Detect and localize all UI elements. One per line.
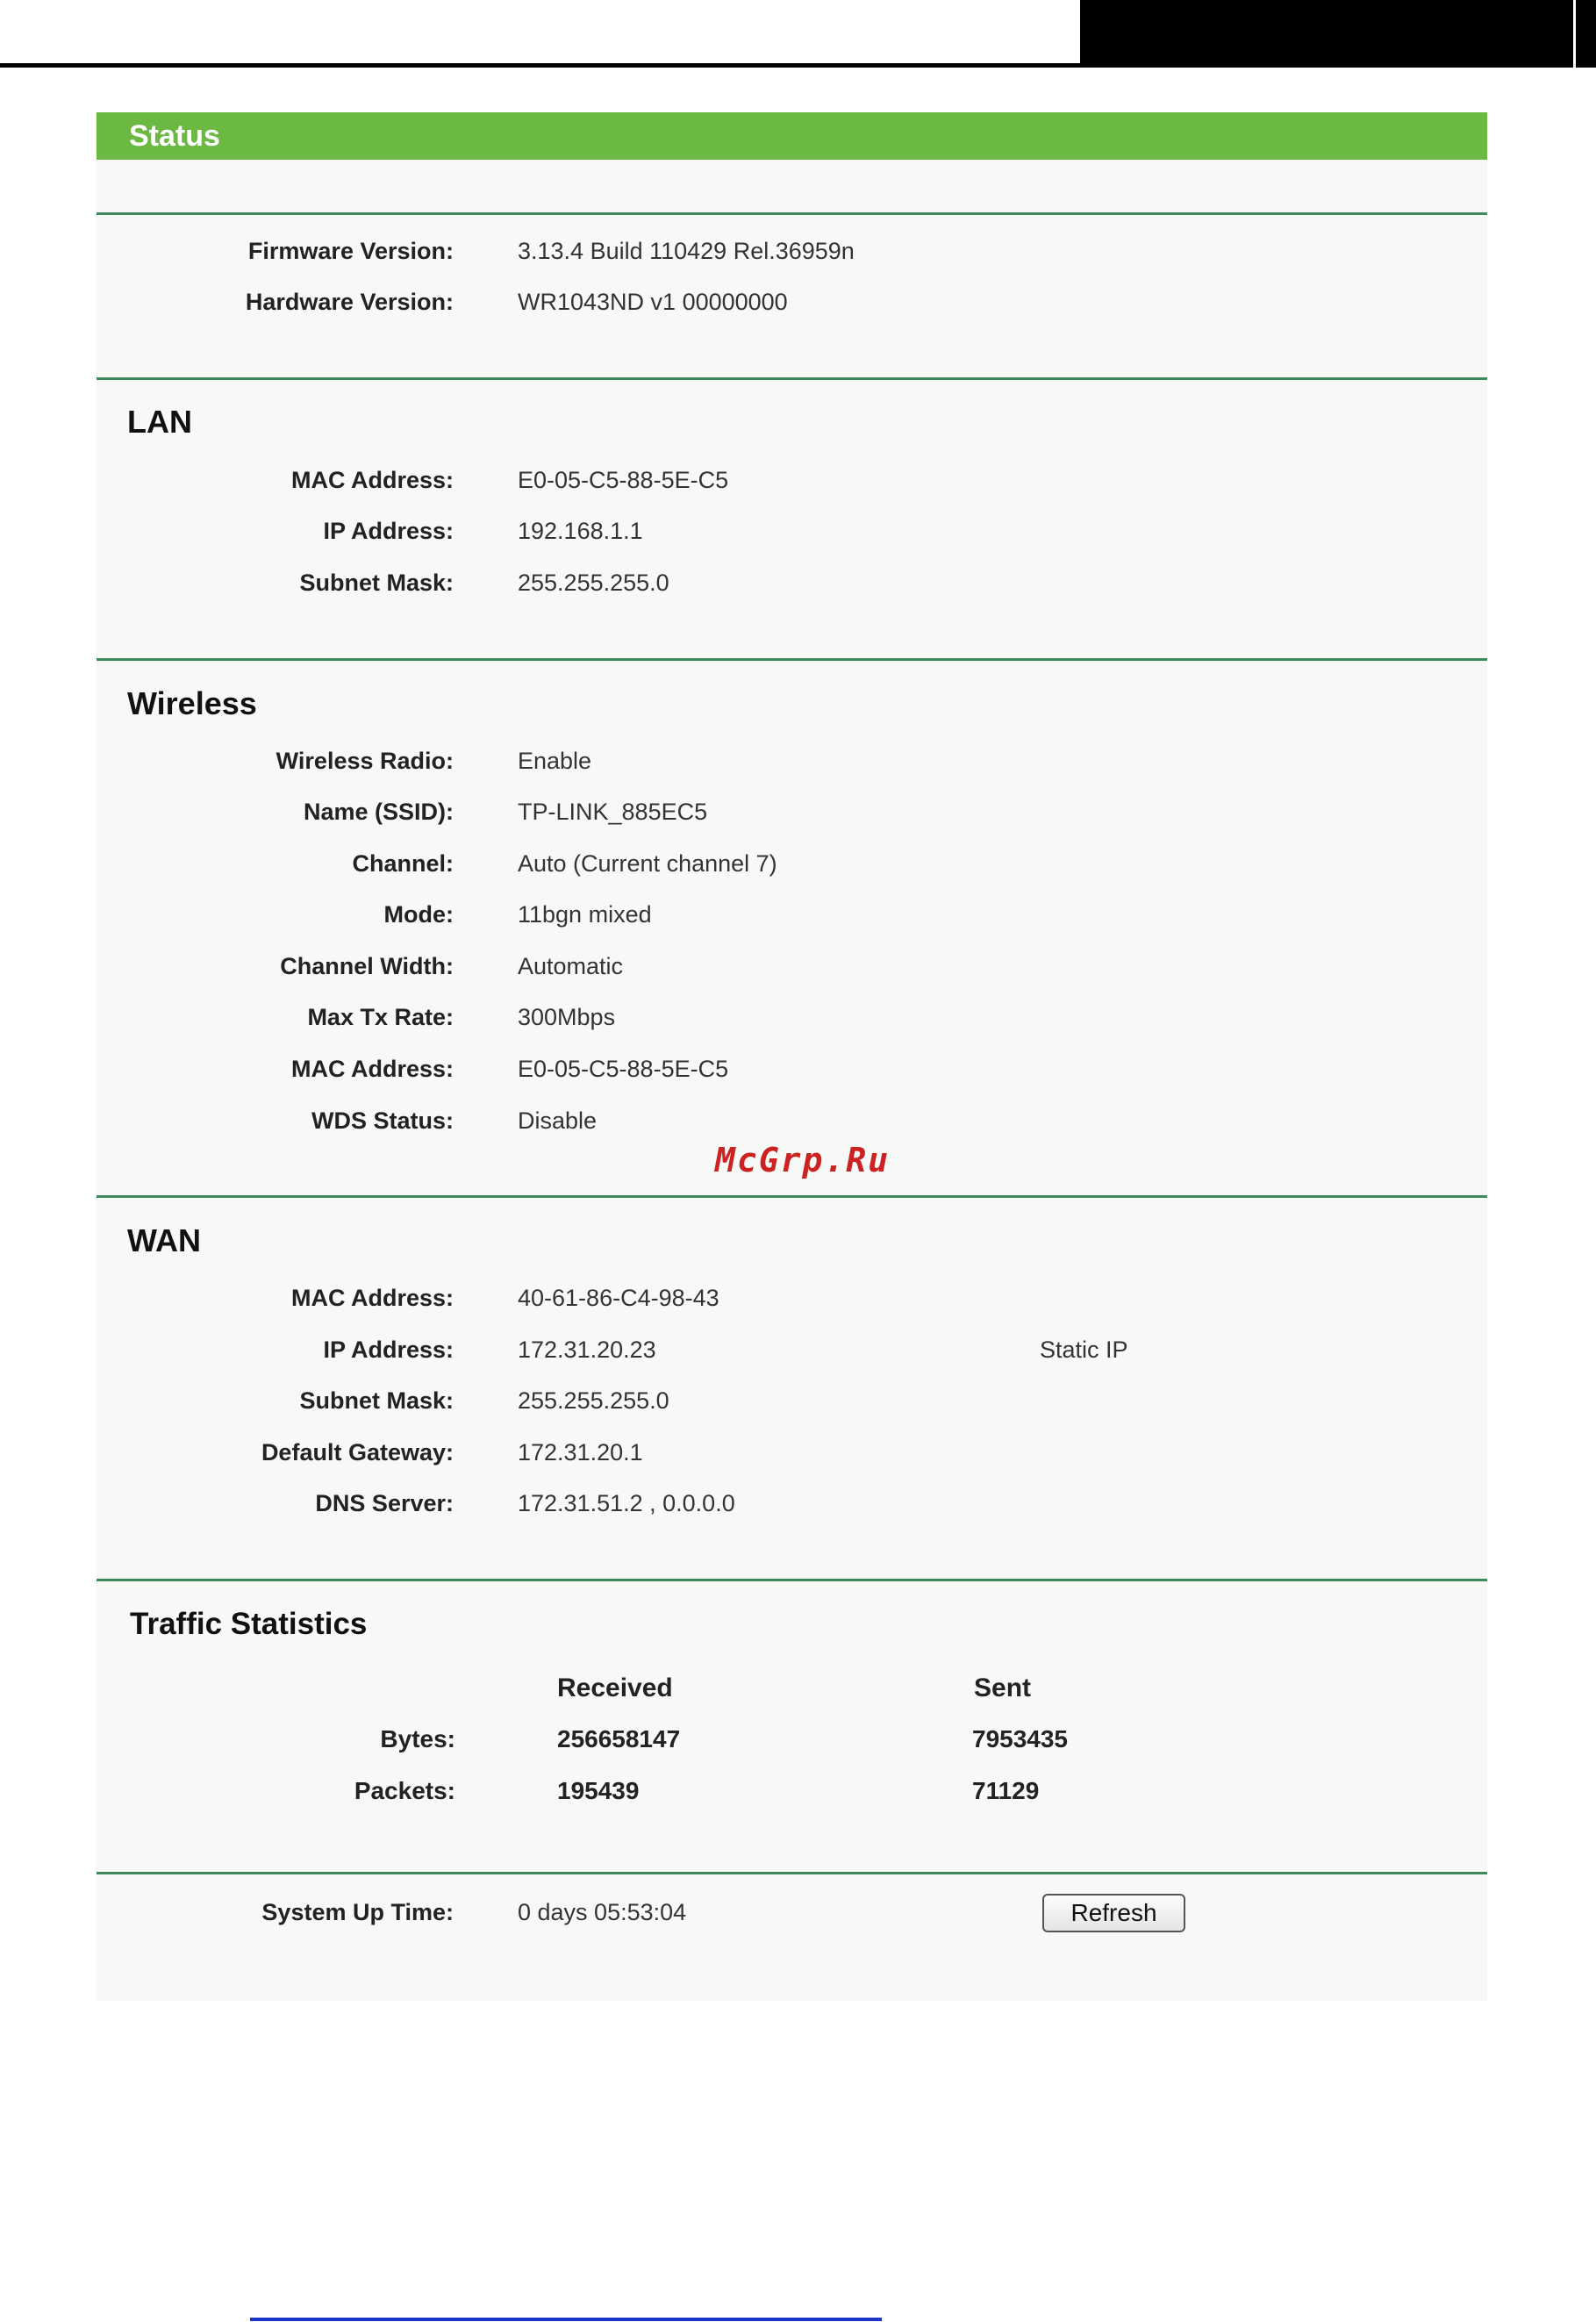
default-gateway-value: 172.31.20.1 — [518, 1439, 643, 1466]
wan-subnet-label: Subnet Mask: — [299, 1387, 454, 1414]
hardware-version-value: WR1043ND v1 00000000 — [518, 289, 788, 315]
wds-status-label: WDS Status: — [311, 1107, 454, 1134]
lan-mac-value: E0-05-C5-88-5E-C5 — [518, 467, 729, 493]
lan-subnet-label: Subnet Mask: — [299, 570, 454, 596]
section-divider — [97, 658, 1487, 661]
channel-width-value: Automatic — [518, 953, 624, 979]
wireless-radio-value: Enable — [518, 748, 592, 774]
wds-status-value: Disable — [518, 1107, 598, 1134]
max-tx-rate-label: Max Tx Rate: — [307, 1004, 454, 1030]
mode-value: 11bgn mixed — [518, 901, 652, 928]
section-divider — [97, 1195, 1487, 1198]
lan-ip-value: 192.168.1.1 — [518, 518, 643, 544]
wan-ip-value: 172.31.20.23 — [518, 1337, 656, 1363]
packets-sent-value: 71129 — [972, 1777, 1040, 1804]
channel-value: Auto (Current channel 7) — [518, 850, 777, 877]
section-divider — [97, 1872, 1487, 1874]
received-column-header: Received — [557, 1673, 673, 1702]
wan-connection-type: Static IP — [1040, 1337, 1128, 1363]
watermark: McGrp.Ru — [715, 1141, 891, 1179]
wan-ip-label: IP Address: — [323, 1337, 454, 1363]
packets-label: Packets: — [354, 1777, 455, 1804]
packets-received-value: 195439 — [557, 1777, 640, 1804]
max-tx-rate-value: 300Mbps — [518, 1004, 616, 1030]
ssid-value: TP-LINK_885EC5 — [518, 799, 708, 825]
wan-mac-label: MAC Address: — [290, 1285, 454, 1311]
bytes-sent-value: 7953435 — [972, 1725, 1069, 1752]
section-divider — [97, 212, 1487, 215]
bytes-label: Bytes: — [380, 1725, 455, 1752]
header-block — [1080, 0, 1596, 68]
ssid-label: Name (SSID): — [303, 799, 454, 825]
lan-ip-label: IP Address: — [323, 518, 454, 544]
section-divider — [97, 1579, 1487, 1581]
lan-mac-label: MAC Address: — [290, 467, 454, 493]
system-up-time-value: 0 days 05:53:04 — [518, 1899, 687, 1925]
bottom-link-underline — [250, 2318, 882, 2321]
firmware-version-value: 3.13.4 Build 110429 Rel.36959n — [518, 238, 855, 264]
wireless-title: Wireless — [127, 685, 257, 721]
wireless-mac-value: E0-05-C5-88-5E-C5 — [518, 1056, 729, 1082]
firmware-version-label: Firmware Version: — [247, 238, 454, 264]
sent-column-header: Sent — [974, 1673, 1032, 1702]
dns-server-label: DNS Server: — [315, 1490, 454, 1516]
status-header — [97, 112, 1487, 160]
lan-subnet-value: 255.255.255.0 — [518, 570, 669, 596]
hardware-version-label: Hardware Version: — [245, 289, 454, 315]
section-divider — [97, 377, 1487, 380]
page-title: Status — [129, 119, 220, 153]
traffic-statistics-title: Traffic Statistics — [130, 1607, 368, 1641]
default-gateway-label: Default Gateway: — [261, 1439, 454, 1466]
wireless-mac-label: MAC Address: — [290, 1056, 454, 1082]
refresh-button[interactable]: Refresh — [1042, 1894, 1185, 1932]
lan-title: LAN — [127, 404, 192, 440]
wireless-radio-label: Wireless Radio: — [276, 748, 454, 774]
wan-subnet-value: 255.255.255.0 — [518, 1387, 669, 1414]
wan-title: WAN — [127, 1222, 201, 1258]
mode-label: Mode: — [383, 901, 454, 928]
channel-label: Channel: — [352, 850, 454, 877]
dns-server-value: 172.31.51.2 , 0.0.0.0 — [518, 1490, 735, 1516]
system-up-time-label: System Up Time: — [261, 1899, 454, 1925]
header-block-divider — [1573, 0, 1576, 68]
wan-mac-value: 40-61-86-C4-98-43 — [518, 1285, 719, 1311]
bytes-received-value: 256658147 — [557, 1725, 681, 1752]
channel-width-label: Channel Width: — [280, 953, 454, 979]
